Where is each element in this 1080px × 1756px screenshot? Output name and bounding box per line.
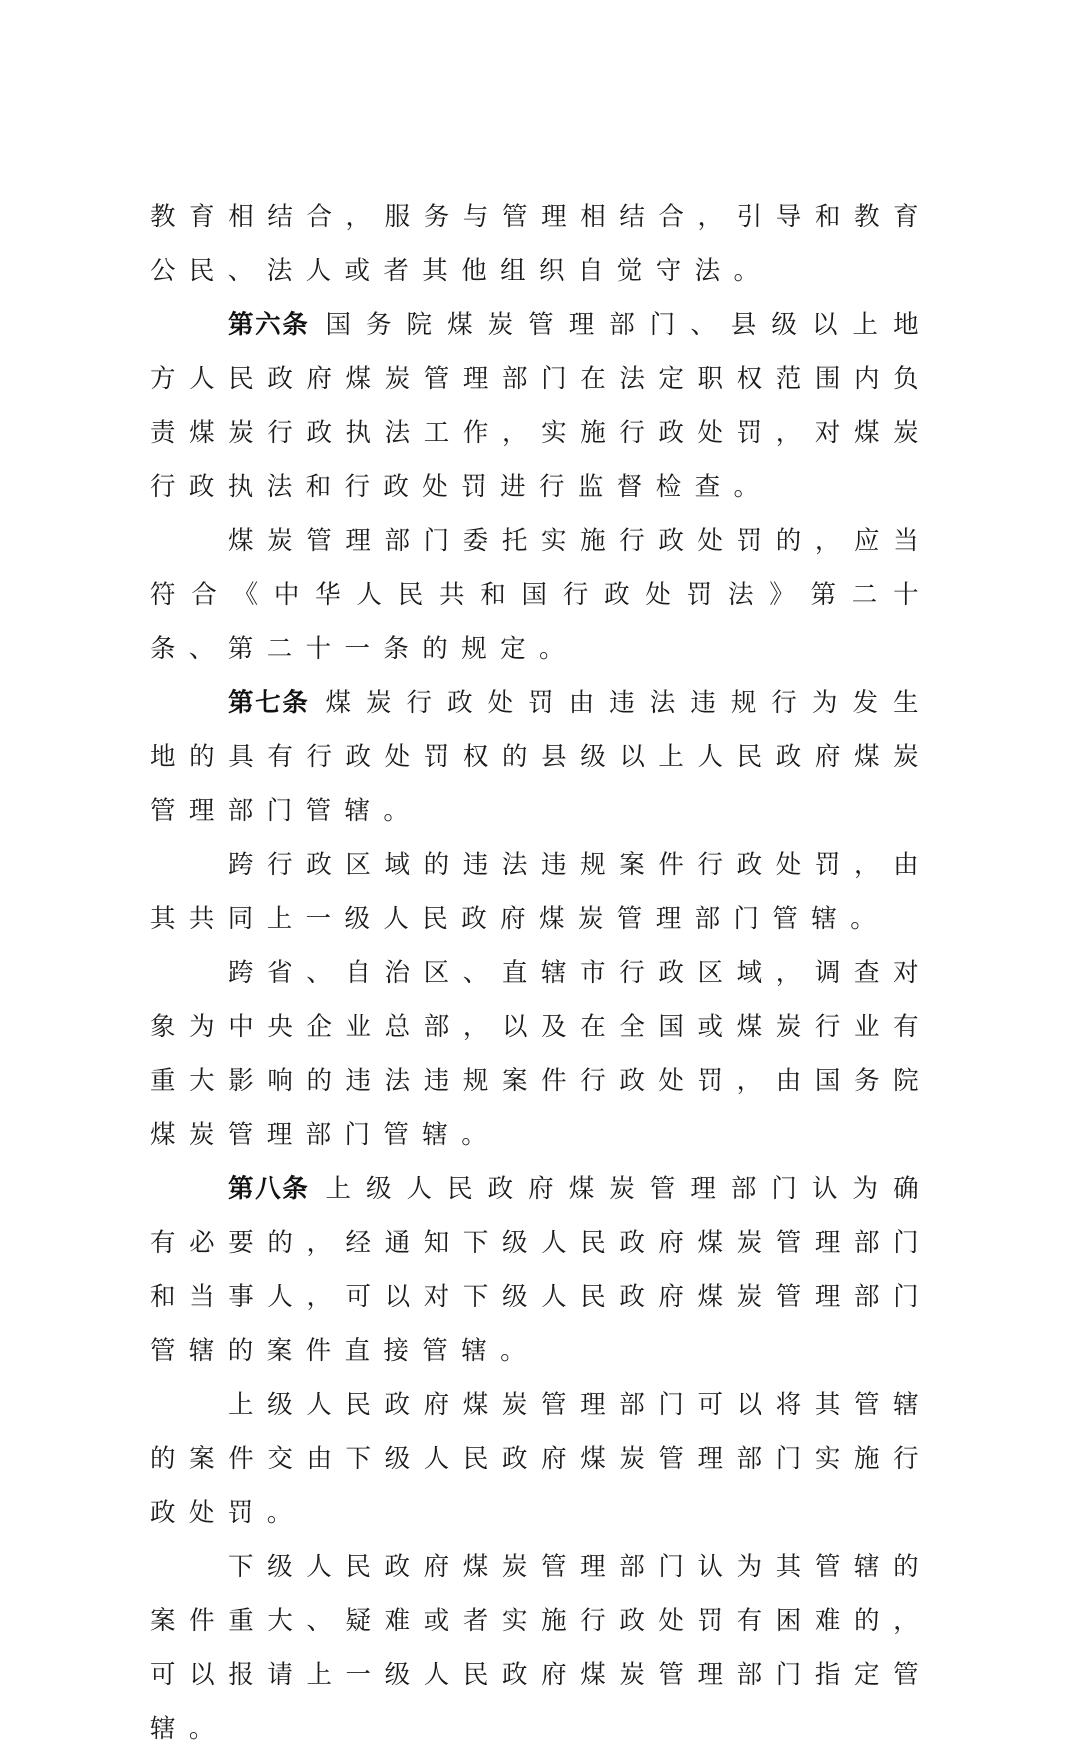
- paragraph-text: 国务院煤炭管理部门、县级以上地方人民政府煤炭管理部门在法定职权范围内负责煤炭行政执法工作，实施行政处罚，对煤炭行政执法和行政处罚进行监督检查。: [150, 310, 932, 502]
- paragraph-text: 跨行政区域的违法违规案件行政处罚，由其共同上一级人民政府煤炭管理部门管辖。: [150, 850, 932, 934]
- paragraph-text: 煤炭行政处罚由违法违规行为发生地的具有行政处罚权的县级以上人民政府煤炭管理部门管辖。: [150, 688, 932, 826]
- article-number: 第八条: [228, 1174, 310, 1204]
- article-8-clause-3: [150, 1540, 932, 1756]
- article-7-clause-3: [150, 946, 932, 1162]
- paragraph-text: 下级人民政府煤炭管理部门认为其管辖的案件重大、疑难或者实施行政处罚有困难的，可以报请上一级人民政府煤炭管理部门指定管辖。: [150, 1552, 932, 1744]
- paragraph-text: 上级人民政府煤炭管理部门可以将其管辖的案件交由下级人民政府煤炭管理部门实施行政处罚。: [150, 1390, 932, 1528]
- paragraph-text: 煤炭管理部门委托实施行政处罚的，应当符合《中华人民共和国行政处罚法》第二十条、第二十一条的规定。: [150, 526, 932, 664]
- paragraph-text: 教育相结合，服务与管理相结合，引导和教育公民、法人或者其他组织自觉守法。: [150, 202, 932, 286]
- article-6-paragraph: [150, 298, 932, 514]
- article-6-clause-2: [150, 514, 932, 676]
- document-page: [150, 190, 932, 1756]
- article-number: 第六条: [228, 310, 310, 340]
- article-number: 第七条: [228, 688, 310, 718]
- article-8-clause-2: [150, 1378, 932, 1540]
- article-8-paragraph: [150, 1162, 932, 1378]
- paragraph-text: 上级人民政府煤炭管理部门认为确有必要的，经通知下级人民政府煤炭管理部门和当事人，可以对下级人民政府煤炭管理部门管辖的案件直接管辖。: [150, 1174, 932, 1366]
- article-7-clause-2: [150, 838, 932, 946]
- paragraph-text: 跨省、自治区、直辖市行政区域，调查对象为中央企业总部，以及在全国或煤炭行业有重大影响的违法违规案件行政处罚，由国务院煤炭管理部门管辖。: [150, 958, 932, 1150]
- article-7-paragraph: [150, 676, 932, 838]
- paragraph-continuation: [150, 190, 932, 298]
